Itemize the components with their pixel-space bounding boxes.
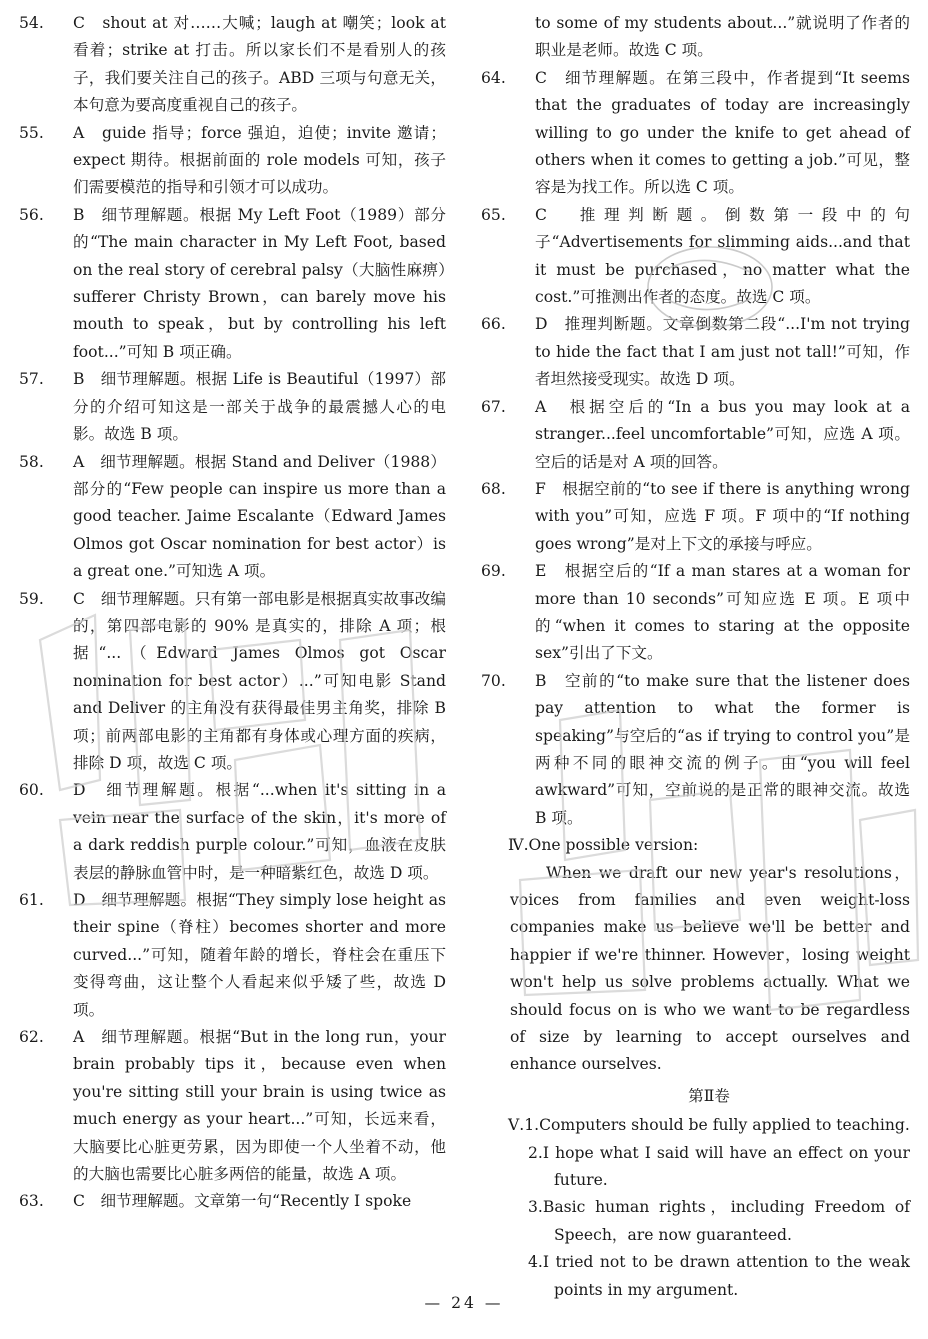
answer-text: B 细节理解题。根据 Life is Beautiful（1997）部分的介绍可知这是一部关于战争的最震撼人心的电影。故选 B 项。 xyxy=(73,370,446,444)
answer-text: A 细节理解题。根据 Stand and Deliver（1988）部分的“Few people can inspire us more than a good teacher. Jaime Escalante（Edward James Olmos got Oscar nomination for best actor）is a great one.”可知选 A 项。 xyxy=(73,452,446,581)
answer-text: C 细节理解题。只有第一部电影是根据真实故事改编的，第四部电影的 90% 是真实的，排除 A 项；根据“...（Edward James Olmos got Oscar nomination for best actor）...”可知电影 Stand and Deliver 的主角没有获得最佳男主角奖，排除 B 项；前两部电影的主角都有身体或心理方面的疾病，排除 D 项，故选 C 项。 xyxy=(73,589,446,772)
answer-number: 69. xyxy=(481,562,506,581)
translation-item xyxy=(508,1140,910,1195)
answer-number: 64. xyxy=(481,68,506,87)
answer-text: to some of my students about...”就说明了作者的职业是老师。故选 C 项。 xyxy=(535,14,910,60)
answer-number: 68. xyxy=(481,479,506,498)
left-column xyxy=(19,10,446,1216)
page-number: — 24 — xyxy=(424,1294,504,1312)
translation-text: Basic human rights，including Freedom of Speech，are now guaranteed. xyxy=(542,1198,910,1244)
section-iv-header xyxy=(508,832,910,859)
answer-number: 55. xyxy=(19,123,44,142)
answer-item xyxy=(19,777,446,887)
answer-item xyxy=(481,65,910,202)
answer-text: A 根据空后的“In a bus you may look at a stranger...feel uncomfortable”可知，应选 A 项。空后的话是对 A 项的回答。 xyxy=(535,397,910,471)
answer-text: E 根据空后的“If a man stares at a woman for more than 10 seconds”可知应选 E 项。E 项中的“when it comes to staring at the opposite sex”引出了下文。 xyxy=(535,562,910,663)
answer-item xyxy=(19,1024,446,1188)
answer-number: 62. xyxy=(19,1028,44,1047)
translation-text: I hope what I said will have an effect on your future. xyxy=(542,1143,910,1190)
answer-item xyxy=(19,1188,446,1215)
answer-text: D 细节理解题。根据“...when it's sitting in a vein near the surface of the skin，it's more of a dark reddish purple colour.”可知，血液在皮肤表层的静脉血管中时，是一种暗紫红色，故选 D 项。 xyxy=(73,781,446,882)
translation-number: 3. xyxy=(528,1198,543,1217)
answer-number: 66. xyxy=(481,315,506,334)
answer-item xyxy=(481,394,910,476)
answer-number: 54. xyxy=(19,14,44,32)
answer-item xyxy=(19,202,446,366)
answer-text: B 空前的“to make sure that the listener does pay attention to what the former is speaking”与空后的“as if trying to control you”是两种不同的眼神交流的例子。由“you will feel awkward”可知，空前说的是正常的眼神交流。故选 B 项。 xyxy=(535,671,910,827)
answer-number: 60. xyxy=(19,781,44,800)
answer-text: D 细节理解题。根据“They simply lose height as their spine（脊柱）becomes shorter and more curved...”可知，随着年龄的增长，脊柱会在重压下变得弯曲，这让整个人看起来似乎矮了些，故选 D 项。 xyxy=(73,891,446,1019)
translation-number: 1. xyxy=(524,1116,540,1135)
answer-item xyxy=(19,120,446,202)
section-iv-heading: One possible version: xyxy=(528,836,699,855)
answer-item xyxy=(508,10,910,65)
answer-number: 59. xyxy=(19,589,44,608)
answer-text: B 细节理解题。根据 My Left Foot（1989）部分的“The main character in My Left Foot, based on the real story of cerebral palsy（大脑性麻痹）sufferer Christy Brown，can barely move his mouth to speak，but by controlling his left foot...”可知 B 项正确。 xyxy=(73,205,446,361)
part-ii-title: 第Ⅱ卷 xyxy=(688,1086,730,1105)
answer-item xyxy=(19,366,446,448)
answer-number: 56. xyxy=(19,205,44,224)
translation-text: I tried not to be drawn attention to the weak points in my argument. xyxy=(542,1253,910,1299)
section-iv-label: Ⅳ. xyxy=(508,836,529,855)
answer-text: C 细节理解题。文章第一句“Recently I spoke xyxy=(73,1192,412,1211)
answer-text: C shout at 对……大喊；laugh at 嘲笑；look at 看着；strike at 打击。所以家长们不是看别人的孩子，我们要关注自己的孩子。ABD 三项与句意无关，本句意为要高度重视自己的孩子。 xyxy=(73,14,446,115)
section-v-label: Ⅴ. xyxy=(508,1116,525,1135)
answer-item xyxy=(481,558,910,668)
answer-number: 58. xyxy=(19,452,44,471)
answer-item xyxy=(481,202,910,312)
answer-text: D 推理判断题。文章倒数第二段“...I'm not trying to hide the fact that I am just not tall!”可知，作者坦然接受现实。故选 D 项。 xyxy=(535,315,910,389)
right-column xyxy=(481,10,910,1304)
translation-text: Computers should be fully applied to teaching. xyxy=(539,1116,910,1135)
answer-number: 67. xyxy=(481,397,506,416)
answer-number: 65. xyxy=(481,205,506,224)
section-v-list xyxy=(508,1112,910,1304)
answer-text: A 细节理解题。根据“But in the long run，your brain probably tips it，because even when you're sitting still your brain is using twice as much energy as your heart...”可知，长远来看，大脑要比心脏更劳累，因为即使一个人坐着不动，他的大脑也需要比心脏多两倍的能量，故选 A 项。 xyxy=(73,1028,446,1184)
answer-number: 70. xyxy=(481,671,506,690)
answer-text: C 细节理解题。在第三段中，作者提到“It seems that the graduates of today are increasingly willing to go under the knife to get ahead of others when it comes to getting a job.”可见，整容是为找工作。所以选 C 项。 xyxy=(535,68,910,197)
answer-number: 57. xyxy=(19,370,44,389)
answer-number: 61. xyxy=(19,891,44,909)
translation-number: 4. xyxy=(528,1253,543,1272)
answer-item xyxy=(19,10,446,120)
sample-essay: When we draft our new year's resolutions，voices from families and even weight-loss companies make us believe we'll be better and happier if we're thinner. However，losing weight won't help us solve problems actually. What we should focus on is who we want to be regardless of size by learning to accept ourselves and enhance ourselves. xyxy=(510,863,910,1074)
answer-item xyxy=(19,449,446,586)
answer-item xyxy=(19,887,446,1024)
right-answer-list xyxy=(481,10,910,832)
translation-item xyxy=(508,1112,910,1139)
answer-item xyxy=(481,311,910,393)
translation-item xyxy=(508,1194,910,1249)
answer-number: 63. xyxy=(19,1192,44,1211)
answer-item xyxy=(481,476,910,558)
answer-text: C 推理判断题。倒数第一段中的句子“Advertisements for slimming aids...and that it must be purchased，no matter what the cost.”可推测出作者的态度。故选 C 项。 xyxy=(535,205,910,307)
answer-item xyxy=(481,668,910,832)
translation-number: 2. xyxy=(528,1143,543,1162)
answer-text: A guide 指导；force 强迫，迫使；invite 邀请；expect 期待。根据前面的 role models 可知，孩子们需要模范的指导和引领才可以成功。 xyxy=(73,123,446,197)
answer-item xyxy=(19,586,446,778)
answer-text: F 根据空前的“to see if there is anything wrong with you”可知，应选 F 项。F 项中的“If nothing goes wrong”是对上下文的承接与呼应。 xyxy=(535,479,910,553)
